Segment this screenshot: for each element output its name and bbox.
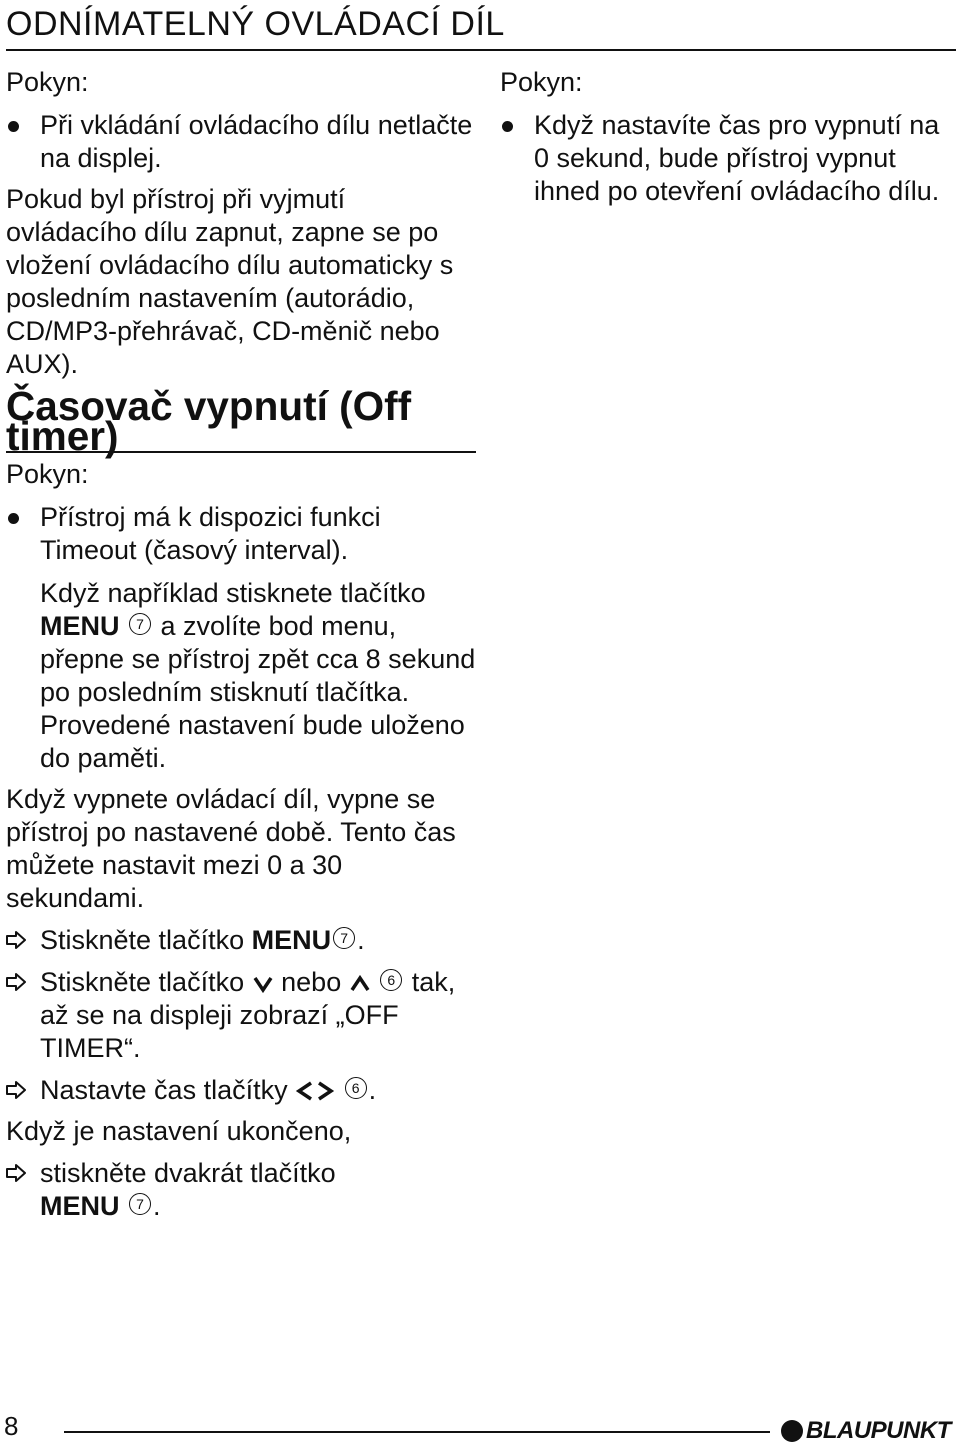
step-press-menu bbox=[6, 924, 476, 957]
callout-number: 6 bbox=[380, 969, 402, 991]
step-text: Stiskněte tlačítko bbox=[40, 967, 245, 997]
step-text: Stiskněte tlačítko bbox=[40, 925, 245, 955]
section-title-off-timer: Časovač vypnutí (Off timer) bbox=[6, 391, 476, 453]
chevron-up-icon bbox=[349, 974, 371, 994]
note-bullet: Při vkládání ovládacího dílu netlačte na displej. bbox=[6, 109, 476, 175]
chevron-right-icon bbox=[315, 1080, 335, 1102]
callout-number: 6 bbox=[345, 1077, 367, 1099]
paragraph-insert-behavior: Pokud byl přístroj při vyjmutí ovládacího dílu zapnut, zapne se po vložení ovládacího dílu automaticky s posledním nastavením (autorádio, CD/MP3-přehrávač, CD-měnič nebo AUX). bbox=[6, 184, 454, 379]
callout-number: 7 bbox=[129, 1193, 151, 1215]
step-text-end: tak, až se na displeji zobrazí „OFF TIMER“. bbox=[40, 967, 456, 1063]
note-heading: Pokyn: bbox=[500, 67, 583, 97]
note-heading: Pokyn: bbox=[6, 67, 89, 97]
step-text: stiskněte dvakrát tlačítko bbox=[40, 1158, 336, 1188]
outline-arrow-right-icon bbox=[6, 1081, 26, 1099]
paragraph-finish: Když je nastavení ukončeno, bbox=[6, 1116, 352, 1146]
page-title: ODNÍMATELNÝ OVLÁDACÍ DÍL bbox=[6, 5, 505, 43]
brand-name: BLAUPUNKT bbox=[806, 1417, 951, 1444]
right-column bbox=[500, 66, 950, 208]
brand-logo bbox=[781, 1418, 951, 1444]
outline-arrow-right-icon bbox=[6, 973, 26, 991]
left-column bbox=[6, 66, 476, 1223]
note-detail-text: a zvolíte bod menu, přepne se přístroj zpět cca 8 sekund po posledním stisknutí tlačítka. Provedené nastavení bude uloženo do paměti. bbox=[40, 611, 476, 773]
header-rule bbox=[6, 49, 956, 51]
page-number: 8 bbox=[4, 1411, 19, 1441]
page-header bbox=[6, 4, 956, 44]
brand-dot-icon bbox=[781, 1420, 803, 1442]
menu-key-label: MENU bbox=[251, 925, 332, 955]
chevron-down-icon bbox=[252, 974, 274, 994]
step-text-end: . bbox=[368, 1075, 377, 1105]
step-select-off-timer bbox=[6, 966, 476, 1065]
page-footer bbox=[0, 1410, 960, 1446]
callout-number: 7 bbox=[129, 613, 151, 635]
step-text-end: . bbox=[153, 1191, 161, 1221]
outline-arrow-right-icon bbox=[6, 931, 26, 949]
step-text: Nastavte čas tlačítky bbox=[40, 1075, 288, 1105]
step-text: nebo bbox=[281, 967, 342, 997]
paragraph-timer-range: Když vypnete ovládací díl, vypne se přístroj po nastavené době. Tento čas můžete nastavit mezi 0 a 30 sekundami. bbox=[6, 784, 456, 913]
note-bullet: Přístroj má k dispozici funkci Timeout (časový interval). bbox=[6, 501, 476, 567]
note-detail bbox=[6, 577, 476, 775]
step-text-end: . bbox=[357, 925, 365, 955]
note-bullet: Když nastavíte čas pro vypnutí na 0 sekund, bude přístroj vypnut ihned po otevření ovládacího dílu. bbox=[500, 109, 950, 208]
step-set-time bbox=[6, 1074, 476, 1107]
note-heading: Pokyn: bbox=[6, 459, 89, 489]
footer-rule bbox=[64, 1431, 770, 1433]
menu-key-label: MENU bbox=[40, 611, 120, 641]
outline-arrow-right-icon bbox=[6, 1164, 26, 1182]
callout-number: 7 bbox=[333, 927, 355, 949]
chevron-left-icon bbox=[295, 1080, 315, 1102]
note-detail-text: Když například stisknete tlačítko bbox=[40, 578, 426, 608]
menu-key-label: MENU bbox=[40, 1191, 120, 1221]
step-press-menu-twice bbox=[6, 1157, 476, 1223]
